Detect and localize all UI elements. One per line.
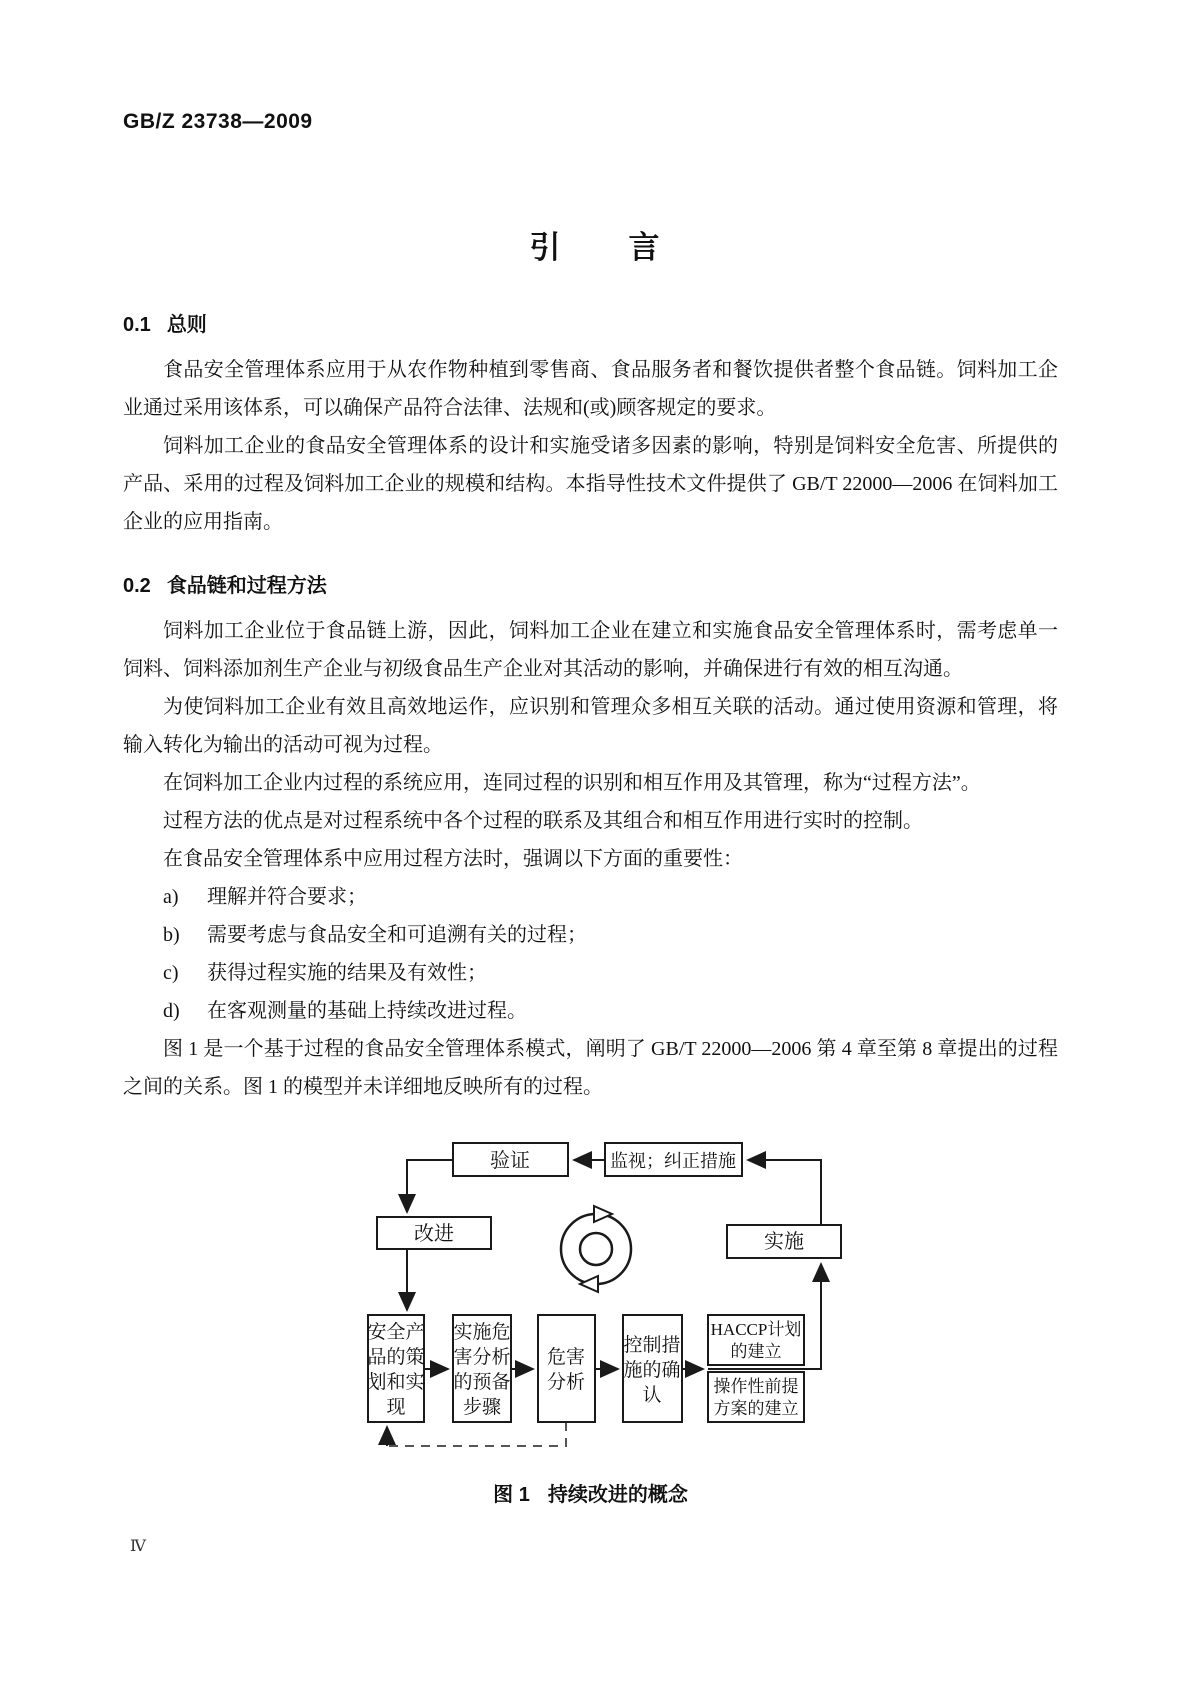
list-item <box>163 916 1058 954</box>
flow-label-monitor: 监视；纠正措施 <box>610 1151 736 1171</box>
paragraph: 饲料加工企业位于食品链上游，因此，饲料加工企业在建立和实施食品安全管理体系时，需考虑单一饲料、饲料添加剂生产企业与初级食品生产企业对其活动的影响，并确保进行有效的相互沟通。 <box>123 620 1058 680</box>
section-heading-0-2 <box>123 569 1058 598</box>
list-marker: d) <box>163 1000 180 1022</box>
figure-1 <box>123 1128 1058 1464</box>
list-item <box>163 954 1058 992</box>
flow-label-validation: 控制措施的确认 <box>623 1335 681 1406</box>
section-number: 0.2 <box>123 575 151 597</box>
flow-label-implement: 实施 <box>764 1231 804 1253</box>
flow-label-prelim: 实施危害分析的预备步骤 <box>453 1322 511 1418</box>
list-item <box>163 878 1058 916</box>
list-marker: c) <box>163 962 179 984</box>
section-title: 食品链和过程方法 <box>166 575 327 597</box>
flow-label-hazard: 危害分析 <box>546 1347 586 1393</box>
list-marker: b) <box>163 924 180 946</box>
dashed-feedback-line <box>387 1422 566 1446</box>
paragraph: 图 1 是一个基于过程的食品安全管理体系模式，阐明了 GB/T 22000—2006 第 4 章至第 8 章提出的过程之间的关系。图 1 的模型并未详细地反映所有的过程。 <box>123 1038 1058 1098</box>
flow-label-improve: 改进 <box>414 1223 454 1245</box>
page-title: 引 言 <box>529 230 662 265</box>
paragraph: 饲料加工企业的食品安全管理体系的设计和实施受诸多因素的影响，特别是饲料安全危害、所提供的产品、采用的过程及饲料加工企业的规模和结构。本指导性技术文件提供了 GB/T 22000—2006 在饲料加工企业的应用指南。 <box>123 435 1058 533</box>
list-text: 在客观测量的基础上持续改进过程。 <box>207 1000 527 1022</box>
paragraph: 为使饲料加工企业有效且高效地运作，应识别和管理众多相互关联的活动。通过使用资源和管理，将输入转化为输出的活动可视为过程。 <box>123 696 1058 756</box>
section-heading-0-1 <box>123 308 1058 337</box>
paragraph: 在饲料加工企业内过程的系统应用，连同过程的识别和相互作用及其管理，称为“过程方法”。 <box>163 772 981 794</box>
list-text: 理解并符合要求； <box>207 886 367 908</box>
figure-caption-label: 图 1 <box>493 1484 530 1506</box>
section-title: 总则 <box>166 314 207 336</box>
cycle-icon <box>561 1206 631 1292</box>
flow-label-oprp: 操作性前提方案的建立 <box>713 1377 799 1418</box>
content-area <box>123 308 1058 1507</box>
figure-caption-text: 持续改进的概念 <box>547 1484 688 1506</box>
flow-label-planning: 安全产品的策划和实现 <box>367 1322 425 1418</box>
section-number: 0.1 <box>123 314 151 336</box>
page-number: Ⅳ <box>130 1538 146 1555</box>
list-text: 获得过程实施的结果及有效性； <box>207 962 487 984</box>
figure-caption <box>123 1478 1058 1507</box>
arrow-verify-to-improve <box>407 1160 453 1212</box>
flow-label-verify: 验证 <box>490 1150 530 1172</box>
standard-code: GB/Z 23738—2009 <box>123 110 313 133</box>
list-text: 需要考虑与食品安全和可追溯有关的过程； <box>207 924 587 946</box>
list-item <box>163 992 1058 1030</box>
list-marker: a) <box>163 886 179 908</box>
flow-label-haccp: HACCP计划的建立 <box>710 1320 802 1361</box>
paragraph: 在食品安全管理体系中应用过程方法时，强调以下方面的重要性： <box>163 848 743 870</box>
paragraph: 过程方法的优点是对过程系统中各个过程的联系及其组合和相互作用进行实时的控制。 <box>163 810 923 832</box>
paragraph: 食品安全管理体系应用于从农作物种植到零售商、食品服务者和餐饮提供者整个食品链。饲料加工企业通过采用该体系，可以确保产品符合法律、法规和(或)顾客规定的要求。 <box>123 359 1058 419</box>
importance-list <box>163 878 1058 1030</box>
continual-improvement-diagram <box>348 1128 858 1464</box>
arrow-implement-to-monitor <box>748 1160 821 1225</box>
flow-box-hazard <box>538 1315 595 1422</box>
